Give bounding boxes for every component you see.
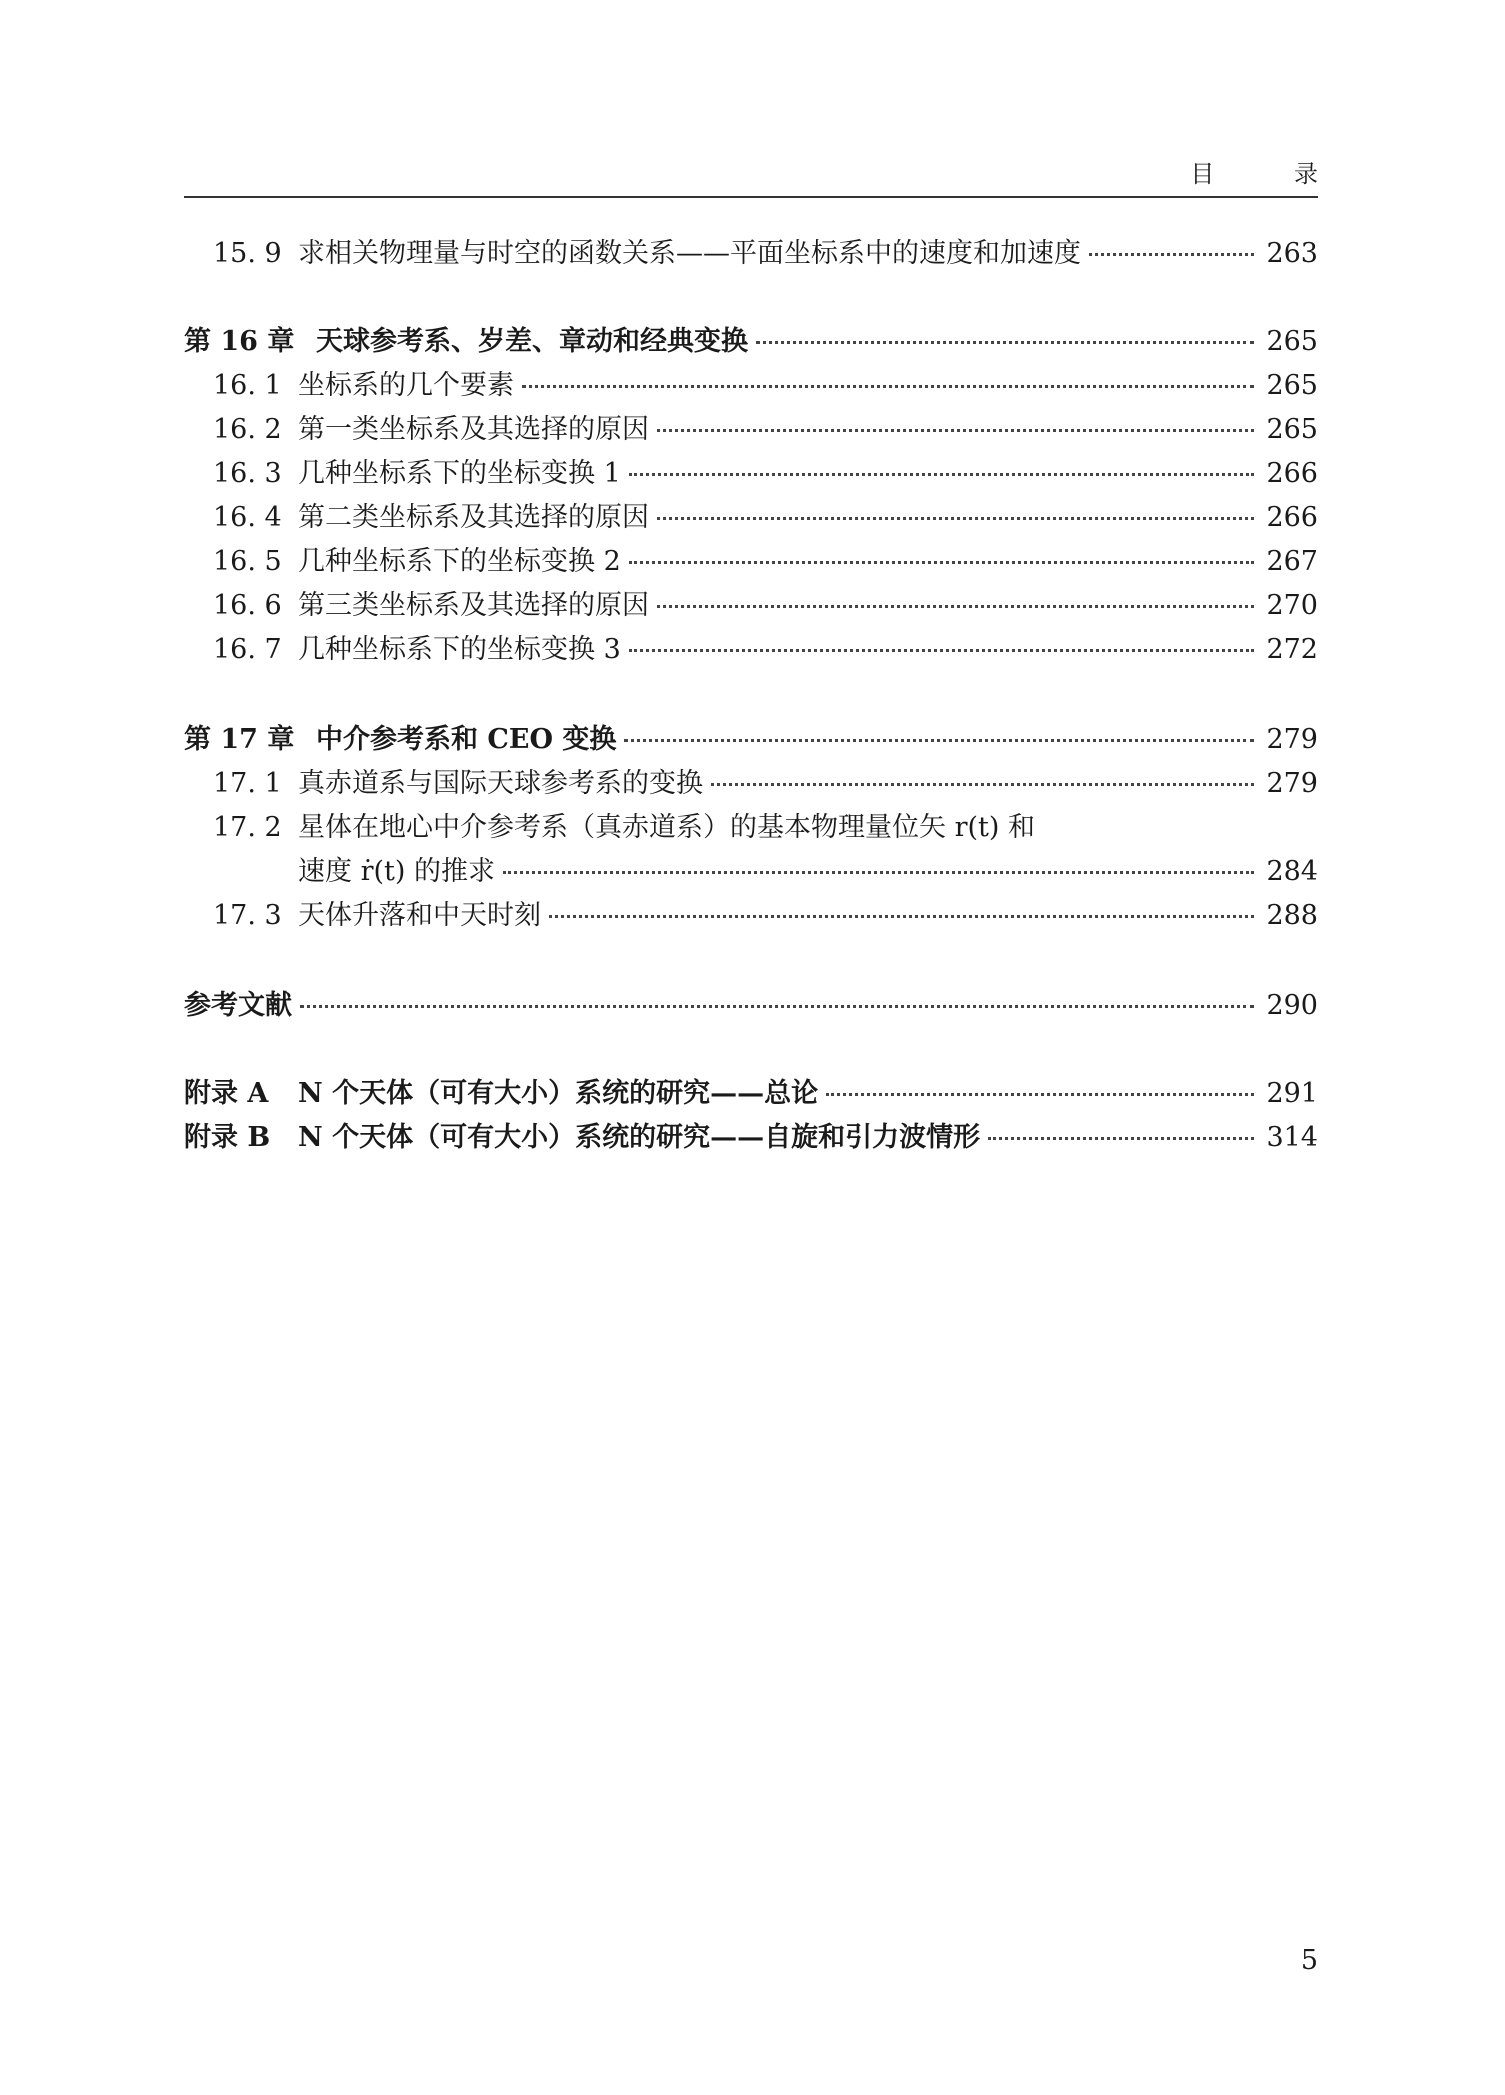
toc-entry-16-1[interactable] (184, 364, 1318, 408)
entry-title: 第二类坐标系及其选择的原因 (298, 502, 649, 533)
entry-page: 272 (1266, 634, 1318, 665)
leader-dots (756, 341, 1254, 344)
entry-page: 314 (1266, 1122, 1318, 1153)
entry-page: 267 (1266, 546, 1318, 577)
leader-dots (988, 1137, 1254, 1140)
toc-entry-17-1[interactable] (184, 762, 1318, 806)
leader-dots (657, 429, 1254, 432)
entry-title: 第三类坐标系及其选择的原因 (298, 590, 649, 621)
leader-dots (826, 1093, 1254, 1096)
appendix-title: N 个天体（可有大小）系统的研究——自旋和引力波情形 (298, 1122, 981, 1153)
entry-page: 284 (1266, 856, 1318, 887)
references-title: 参考文献 (184, 990, 292, 1021)
entry-page: 263 (1266, 238, 1318, 269)
appendix-number: 附录 B (184, 1122, 271, 1153)
toc-entry-15-9[interactable] (184, 232, 1318, 276)
toc-entry-16-2[interactable] (184, 408, 1318, 452)
leader-dots (503, 871, 1254, 874)
entry-number: 16. 3 (213, 458, 282, 489)
entry-title: 坐标系的几个要素 (298, 370, 514, 401)
entry-number: 16. 5 (213, 546, 282, 577)
leader-dots (624, 739, 1254, 742)
leader-dots (522, 385, 1254, 388)
entry-title: 几种坐标系下的坐标变换 2 (298, 546, 621, 577)
leader-dots (629, 649, 1254, 652)
toc-entry-17-3[interactable] (184, 894, 1318, 938)
header-title: 目 录 (1190, 160, 1354, 188)
entry-number: 16. 4 (213, 502, 282, 533)
entry-page: 266 (1266, 458, 1318, 489)
entry-page: 279 (1266, 724, 1318, 755)
entry-title: 几种坐标系下的坐标变换 1 (298, 458, 621, 489)
toc-entry-16-5[interactable] (184, 540, 1318, 584)
chapter-number: 第 16 章 (184, 326, 295, 357)
entry-page: 265 (1266, 326, 1318, 357)
running-header (184, 150, 1354, 198)
leader-dots (629, 561, 1254, 564)
entry-number: 17. 3 (213, 900, 282, 931)
entry-number: 16. 1 (213, 370, 282, 401)
entry-page: 266 (1266, 502, 1318, 533)
toc-entry-16-7[interactable] (184, 628, 1318, 672)
leader-dots (549, 915, 1254, 918)
chapter-title: 天球参考系、岁差、章动和经典变换 (316, 326, 748, 357)
toc-entry-16-6[interactable] (184, 584, 1318, 628)
entry-title: 星体在地心中介参考系（真赤道系）的基本物理量位矢 r(t) 和 (298, 812, 1035, 843)
toc-chapter-16[interactable] (184, 320, 1318, 364)
entry-number: 16. 6 (213, 590, 282, 621)
toc-entry-16-4[interactable] (184, 496, 1318, 540)
leader-dots (1089, 253, 1254, 256)
entry-number: 16. 7 (213, 634, 282, 665)
toc-entry-17-2[interactable] (184, 806, 1318, 850)
entry-page: 290 (1266, 990, 1318, 1021)
entry-page: 265 (1266, 414, 1318, 445)
leader-dots (300, 1005, 1254, 1008)
entry-title: 真赤道系与国际天球参考系的变换 (298, 768, 703, 799)
toc-appendix-b[interactable] (184, 1116, 1318, 1160)
entry-number: 15. 9 (213, 238, 282, 269)
entry-title: 求相关物理量与时空的函数关系——平面坐标系中的速度和加速度 (298, 238, 1081, 269)
entry-title: 天体升落和中天时刻 (298, 900, 541, 931)
entry-title: 几种坐标系下的坐标变换 3 (298, 634, 621, 665)
entry-title: 第一类坐标系及其选择的原因 (298, 414, 649, 445)
entry-page: 270 (1266, 590, 1318, 621)
entry-number: 17. 1 (213, 768, 282, 799)
appendix-title: N 个天体（可有大小）系统的研究——总论 (298, 1078, 819, 1109)
chapter-title: 中介参考系和 CEO 变换 (316, 724, 617, 755)
toc-references[interactable] (184, 984, 1318, 1028)
chapter-number: 第 17 章 (184, 724, 295, 755)
toc-chapter-17[interactable] (184, 718, 1318, 762)
toc-appendix-a[interactable] (184, 1072, 1318, 1116)
page-number: 5 (1300, 1945, 1318, 1976)
entry-page: 279 (1266, 768, 1318, 799)
entry-number: 16. 2 (213, 414, 282, 445)
leader-dots (711, 783, 1254, 786)
toc-entry-17-2-continued[interactable] (184, 850, 1318, 894)
leader-dots (657, 517, 1254, 520)
leader-dots (657, 605, 1254, 608)
leader-dots (629, 473, 1254, 476)
entry-page: 291 (1266, 1078, 1318, 1109)
entry-title-continued: 速度 ṙ(t) 的推求 (298, 856, 495, 887)
entry-page: 288 (1266, 900, 1318, 931)
appendix-number: 附录 A (184, 1078, 269, 1109)
entry-page: 265 (1266, 370, 1318, 401)
toc-entry-16-3[interactable] (184, 452, 1318, 496)
entry-number: 17. 2 (213, 812, 282, 843)
